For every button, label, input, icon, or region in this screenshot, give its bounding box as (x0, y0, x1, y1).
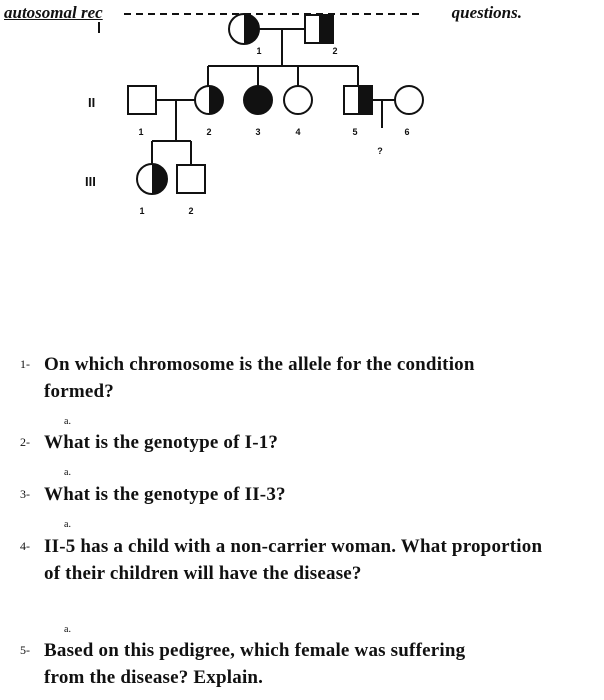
individual-I-2 (305, 15, 333, 43)
individual-II-4 (284, 86, 312, 114)
header-left-text: autosomal rec (4, 3, 103, 22)
label-II-2: 2 (206, 127, 212, 137)
label-II-3: 3 (255, 127, 261, 137)
question-number: 4- (20, 539, 30, 553)
question-number: 2- (20, 435, 30, 449)
question-text: II-5 has a child with a non-carrier woman. What proportion of their children will have the disease? (44, 536, 543, 584)
answer-line-4: a. (64, 624, 71, 635)
unknown-child-mark: ? (377, 146, 383, 156)
label-III-1: 1 (139, 206, 145, 216)
question-text: On which chromosome is the allele for the condition formed? (44, 354, 475, 402)
individual-II-6 (395, 86, 423, 114)
label-II-1: 1 (138, 127, 144, 137)
generation-label-III: III (85, 174, 96, 189)
answer-line-1: a. (64, 416, 71, 427)
header-right-text: questions. (451, 3, 522, 22)
label-I-2: 2 (332, 46, 338, 56)
question-number: 3- (20, 487, 30, 501)
individual-II-3 (244, 86, 272, 114)
individual-II-5 (344, 86, 372, 114)
question-number: 5- (20, 643, 30, 657)
answer-line-3: a. (64, 519, 71, 530)
generation-label-II: II (88, 95, 96, 110)
individual-II-1 (128, 86, 156, 114)
individual-III-2 (177, 165, 205, 193)
label-II-6: 6 (404, 127, 410, 137)
label-I-1: 1 (256, 46, 262, 56)
label-II-5: 5 (352, 127, 358, 137)
answer-line-2: a. (64, 467, 71, 478)
label-II-4: 4 (295, 127, 301, 137)
individual-II-2 (195, 86, 223, 114)
individual-III-1 (137, 164, 167, 194)
question-number: 1- (20, 357, 30, 371)
pedigree-chart (0, 0, 604, 230)
question-text: What is the genotype of II-3? (44, 484, 286, 505)
question-text: What is the genotype of I-1? (44, 432, 279, 453)
label-III-2: 2 (188, 206, 194, 216)
individual-I-1 (229, 14, 259, 44)
question-text: Based on this pedigree, which female was suffering from the disease? Explain. (44, 640, 466, 688)
